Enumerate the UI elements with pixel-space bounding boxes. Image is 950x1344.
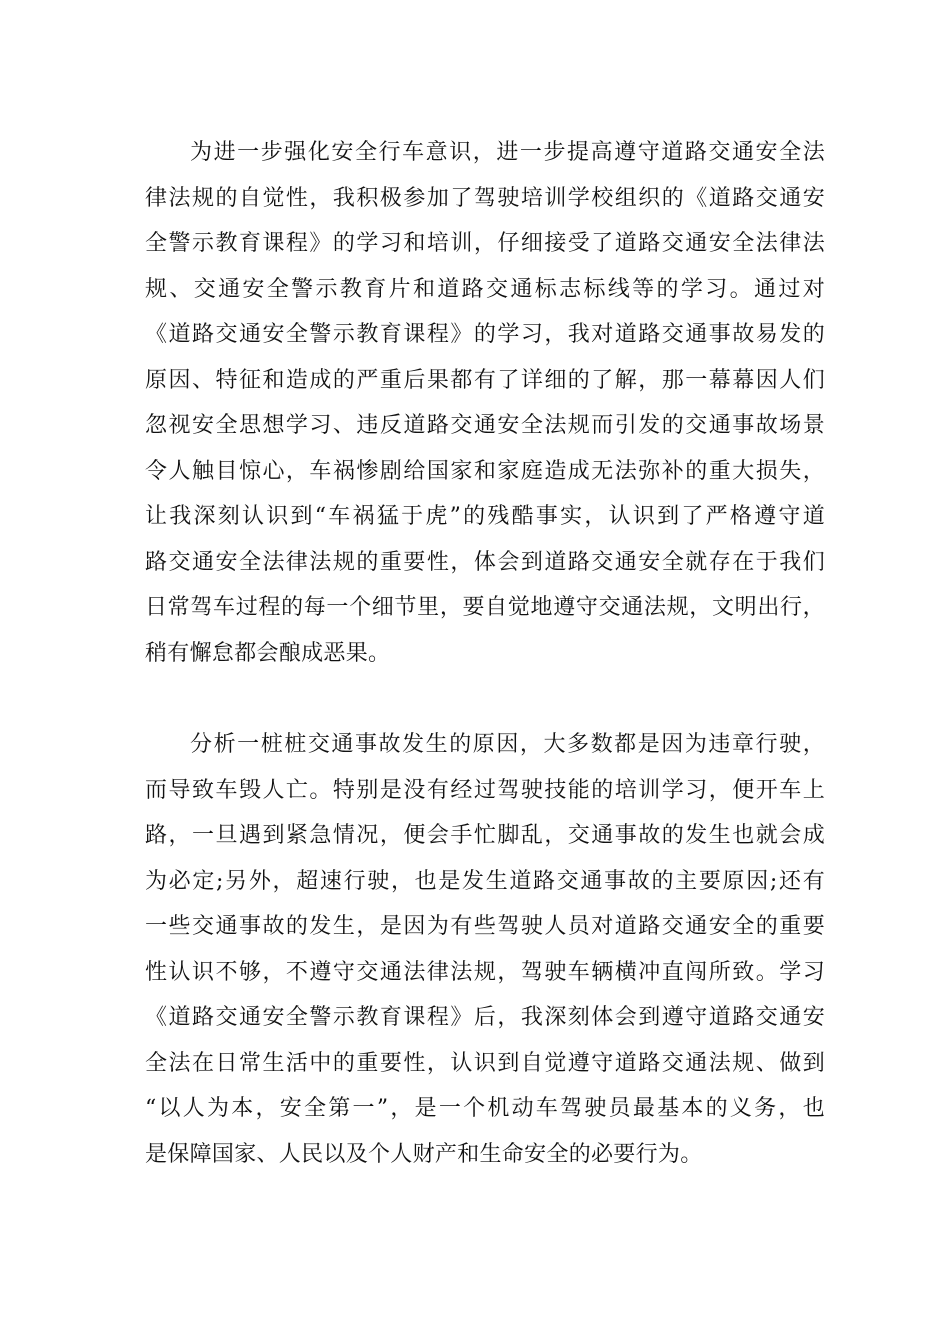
paragraph-line: 为必定;另外，超速行驶，也是发生道路交通事故的主要原因;还有 — [145, 868, 825, 894]
paragraph-line: 稍有懈怠都会酿成恶果。 — [145, 640, 391, 666]
paragraph-2 — [145, 722, 825, 1177]
paragraph-line: 律法规的自觉性，我积极参加了驾驶培训学校组织的《道路交通安 — [145, 185, 825, 211]
paragraph-line: 一些交通事故的发生，是因为有些驾驶人员对道路交通安全的重要 — [145, 914, 825, 939]
paragraph-1 — [145, 130, 825, 676]
paragraph-line: 《道路交通安全警示教育课程》后，我深刻体会到遵守道路交通安 — [145, 1005, 825, 1030]
paragraph-line: 规、交通安全警示教育片和道路交通标志标线等的学习。通过对 — [145, 276, 825, 302]
paragraph-line: 是保障国家、人民以及个人财产和生命安全的必要行为。 — [145, 1141, 703, 1167]
paragraph-line: 而导致车毁人亡。特别是没有经过驾驶技能的培训学习，便开车上 — [145, 777, 825, 803]
paragraph-line: 全警示教育课程》的学习和培训，仔细接受了道路交通安全法律法 — [145, 231, 825, 256]
paragraph-line: 令人触目惊心，车祸惨剧给国家和家庭造成无法弥补的重大损失， — [145, 458, 825, 484]
paragraph-line: 为进一步强化安全行车意识，进一步提高遵守道路交通安全法 — [190, 140, 825, 165]
paragraph-line: 《道路交通安全警示教育课程》的学习，我对道路交通事故易发的 — [145, 322, 825, 347]
paragraph-line: 路，一旦遇到紧急情况，便会手忙脚乱，交通事故的发生也就会成 — [145, 823, 825, 848]
paragraph-line: 让我深刻认识到“车祸猛于虎”的残酷事实，认识到了严格遵守道 — [145, 504, 825, 529]
paragraph-line: 分析一桩桩交通事故发生的原因，大多数都是因为违章行驶， — [190, 732, 825, 757]
paragraph-line: 路交通安全法律法规的重要性，体会到道路交通安全就存在于我们 — [145, 549, 825, 575]
paragraph-line: 忽视安全思想学习、违反道路交通安全法规而引发的交通事故场景 — [145, 413, 825, 438]
paragraph-line: “以人为本，安全第一”，是一个机动车驾驶员最基本的义务，也 — [145, 1096, 825, 1121]
paragraph-line: 原因、特征和造成的严重后果都有了详细的了解，那一幕幕因人们 — [145, 367, 825, 393]
paragraph-line: 性认识不够，不遵守交通法律法规，驾驶车辆横冲直闯所致。学习 — [145, 959, 825, 985]
paragraph-line: 日常驾车过程的每一个细节里，要自觉地遵守交通法规，文明出行， — [145, 595, 825, 620]
paragraph-line: 全法在日常生活中的重要性，认识到自觉遵守道路交通法规、做到 — [145, 1050, 825, 1076]
